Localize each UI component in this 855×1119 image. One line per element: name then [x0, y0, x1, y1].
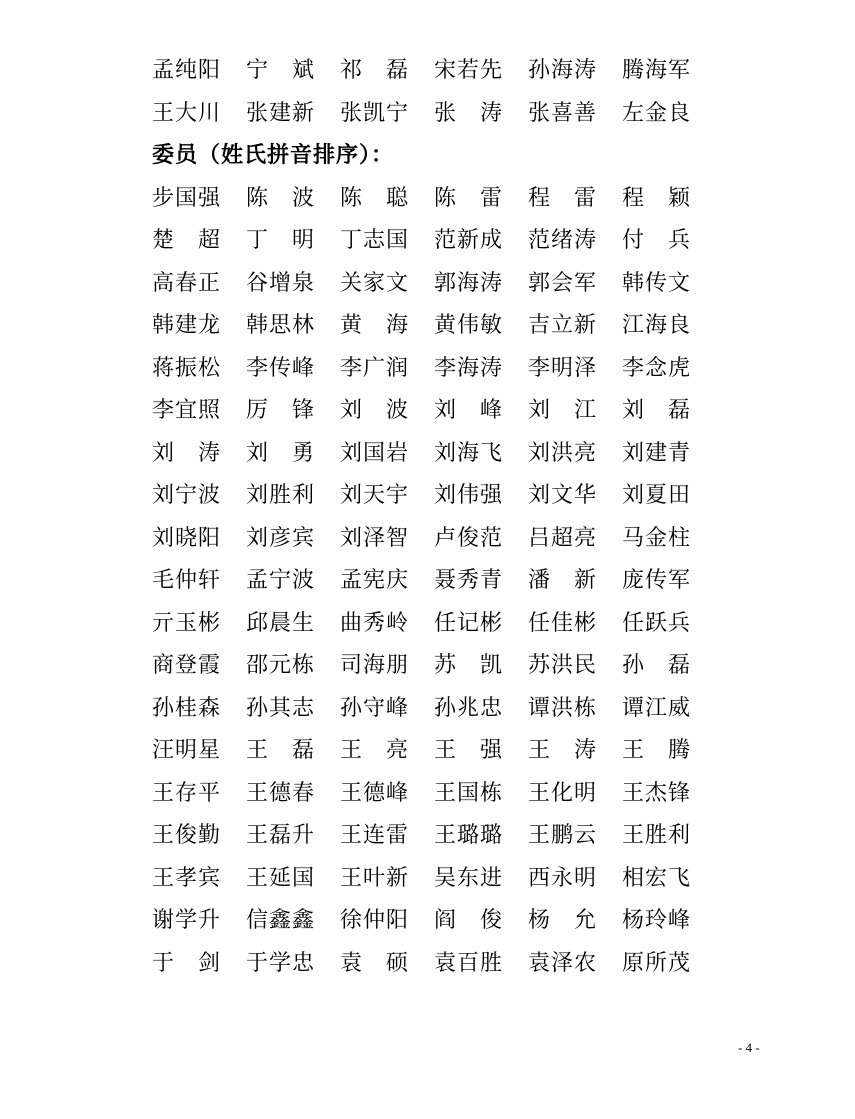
- person-name: 马金柱: [622, 525, 692, 551]
- person-name: 郭会军: [528, 270, 598, 296]
- person-name: 王鹏云: [528, 823, 598, 848]
- person-name: 信鑫鑫: [246, 908, 316, 933]
- person-name: 刘 江: [528, 398, 598, 423]
- person-name: 关家文: [340, 270, 410, 296]
- person-name: 王叶新: [340, 865, 410, 891]
- person-name: 任佳彬: [528, 610, 598, 636]
- name-row: [152, 943, 716, 986]
- person-name: 陈 雷: [434, 185, 504, 211]
- person-name: 韩传文: [622, 270, 692, 296]
- person-name: 蒋振松: [152, 355, 222, 381]
- name-row: [152, 773, 716, 816]
- person-name: 刘 波: [340, 398, 410, 423]
- name-row: [152, 263, 716, 306]
- person-name: 刘海飞: [434, 440, 504, 466]
- person-name: 任跃兵: [622, 610, 692, 636]
- person-name: 吴东进: [434, 865, 504, 891]
- member-names: [152, 178, 716, 986]
- person-name: 谷增泉: [246, 270, 316, 296]
- person-name: 李传峰: [246, 355, 316, 381]
- person-name: 厉 锋: [246, 398, 316, 423]
- person-name: 王化明: [528, 780, 598, 806]
- person-name: 刘宁波: [152, 483, 222, 508]
- person-name: 任记彬: [434, 610, 504, 636]
- person-name: 张 涛: [434, 100, 504, 126]
- person-name: 王国栋: [434, 780, 504, 806]
- name-row: [152, 475, 716, 518]
- person-name: 吕超亮: [528, 525, 598, 551]
- person-name: 祁 磊: [340, 58, 410, 83]
- person-name: 庞传军: [622, 568, 692, 593]
- person-name: 王德峰: [340, 780, 410, 806]
- name-row: [152, 433, 716, 476]
- person-name: 楚 超: [152, 228, 222, 253]
- person-name: 孟宪庆: [340, 568, 410, 593]
- person-name: 王大川: [152, 100, 222, 126]
- name-row: [152, 858, 716, 901]
- person-name: 原所茂: [622, 950, 692, 976]
- person-name: 汪明星: [152, 738, 222, 763]
- person-name: 李海涛: [434, 355, 504, 381]
- person-name: 孙兆忠: [434, 695, 504, 721]
- person-name: 王胜利: [622, 823, 692, 848]
- name-row: [152, 645, 716, 688]
- name-row: [152, 688, 716, 731]
- person-name: 王孝宾: [152, 865, 222, 891]
- person-name: 于学忠: [246, 950, 316, 976]
- person-name: 丁志国: [340, 228, 410, 253]
- person-name: 王 强: [434, 738, 504, 763]
- person-name: 卢俊范: [434, 525, 504, 551]
- person-name: 西永明: [528, 865, 598, 891]
- person-name: 曲秀岭: [340, 610, 410, 636]
- person-name: 张建新: [246, 100, 316, 126]
- person-name: 孙其志: [246, 695, 316, 721]
- person-name: 司海朋: [340, 653, 410, 678]
- name-row: [152, 50, 716, 93]
- person-name: 江海良: [622, 313, 692, 338]
- person-name: 范绪涛: [528, 228, 598, 253]
- person-name: 刘 勇: [246, 440, 316, 466]
- person-name: 苏洪民: [528, 653, 598, 678]
- person-name: 袁 硕: [340, 950, 410, 976]
- person-name: 商登霞: [152, 653, 222, 678]
- person-name: 孙守峰: [340, 695, 410, 721]
- person-name: 王延国: [246, 865, 316, 891]
- person-name: 王磊升: [246, 823, 316, 848]
- person-name: 丁 明: [246, 228, 316, 253]
- person-name: 刘天宇: [340, 483, 410, 508]
- person-name: 李广润: [340, 355, 410, 381]
- person-name: 吉立新: [528, 313, 598, 338]
- person-name: 张凯宁: [340, 100, 410, 126]
- person-name: 付 兵: [622, 228, 692, 253]
- person-name: 范新成: [434, 228, 504, 253]
- person-name: 宋若先: [434, 58, 504, 83]
- person-name: 刘泽智: [340, 525, 410, 551]
- person-name: 杨玲峰: [622, 908, 692, 933]
- person-name: 谭洪栋: [528, 695, 598, 721]
- person-name: 袁百胜: [434, 950, 504, 976]
- name-row: [152, 220, 716, 263]
- person-name: 王杰锋: [622, 780, 692, 806]
- person-name: 黄伟敏: [434, 313, 504, 338]
- person-name: 刘彦宾: [246, 525, 316, 551]
- person-name: 谢学升: [152, 908, 222, 933]
- name-row: [152, 93, 716, 136]
- name-row: [152, 815, 716, 858]
- person-name: 刘晓阳: [152, 525, 222, 551]
- person-name: 黄 海: [340, 313, 410, 338]
- person-name: 李念虎: [622, 355, 692, 381]
- person-name: 刘国岩: [340, 440, 410, 466]
- name-row: [152, 305, 716, 348]
- person-name: 孙海涛: [528, 58, 598, 83]
- person-name: 程 颖: [622, 185, 692, 211]
- person-name: 亓玉彬: [152, 610, 222, 636]
- person-name: 阎 俊: [434, 908, 504, 933]
- name-row: [152, 603, 716, 646]
- name-row: [152, 730, 716, 773]
- person-name: 王 亮: [340, 738, 410, 763]
- person-name: 张喜善: [528, 100, 598, 126]
- person-name: 刘胜利: [246, 483, 316, 508]
- name-row: [152, 348, 716, 391]
- person-name: 程 雷: [528, 185, 598, 211]
- person-name: 陈 波: [246, 185, 316, 211]
- person-name: 潘 新: [528, 568, 598, 593]
- person-name: 杨 允: [528, 908, 598, 933]
- person-name: 聂秀青: [434, 568, 504, 593]
- person-name: 郭海涛: [434, 270, 504, 296]
- person-name: 王 腾: [622, 738, 692, 763]
- person-name: 孙桂森: [152, 695, 222, 721]
- person-name: 刘伟强: [434, 483, 504, 508]
- person-name: 邵元栋: [246, 653, 316, 678]
- person-name: 于 剑: [152, 950, 222, 976]
- person-name: 邱晨生: [246, 610, 316, 636]
- person-name: 苏 凯: [434, 653, 504, 678]
- person-name: 王存平: [152, 780, 222, 806]
- person-name: 高春正: [152, 270, 222, 296]
- leadership-names: [152, 50, 716, 135]
- person-name: 王连雷: [340, 823, 410, 848]
- members-heading: 委员（姓氏拼音排序）：: [152, 143, 395, 168]
- name-row: [152, 178, 716, 221]
- person-name: 宁 斌: [246, 58, 316, 83]
- person-name: 刘 峰: [434, 398, 504, 423]
- person-name: 刘 磊: [622, 398, 692, 423]
- person-name: 徐仲阳: [340, 908, 410, 933]
- page-number: - 4 -: [738, 1040, 760, 1055]
- person-name: 相宏飞: [622, 865, 692, 891]
- person-name: 刘文华: [528, 483, 598, 508]
- person-name: 谭江威: [622, 695, 692, 721]
- name-row: [152, 518, 716, 561]
- person-name: 韩建龙: [152, 313, 222, 338]
- person-name: 刘建青: [622, 440, 692, 466]
- name-row: [152, 560, 716, 603]
- person-name: 王俊勤: [152, 823, 222, 848]
- person-name: 左金良: [622, 100, 692, 126]
- person-name: 王德春: [246, 780, 316, 806]
- person-name: 刘夏田: [622, 483, 692, 508]
- person-name: 王 磊: [246, 738, 316, 763]
- person-name: 孟宁波: [246, 568, 316, 593]
- person-name: 刘 涛: [152, 440, 222, 466]
- person-name: 刘洪亮: [528, 440, 598, 466]
- name-row: [152, 390, 716, 433]
- person-name: 王璐璐: [434, 823, 504, 848]
- person-name: 孙 磊: [622, 653, 692, 678]
- person-name: 王 涛: [528, 738, 598, 763]
- person-name: 韩思林: [246, 313, 316, 338]
- name-row: [152, 900, 716, 943]
- person-name: 孟纯阳: [152, 58, 222, 83]
- person-name: 腾海军: [622, 58, 692, 83]
- name-list: [152, 50, 716, 985]
- person-name: 陈 聪: [340, 185, 410, 211]
- person-name: 李宜照: [152, 398, 222, 423]
- person-name: 袁泽农: [528, 950, 598, 976]
- person-name: 毛仲轩: [152, 568, 222, 593]
- person-name: 步国强: [152, 185, 222, 211]
- person-name: 李明泽: [528, 355, 598, 381]
